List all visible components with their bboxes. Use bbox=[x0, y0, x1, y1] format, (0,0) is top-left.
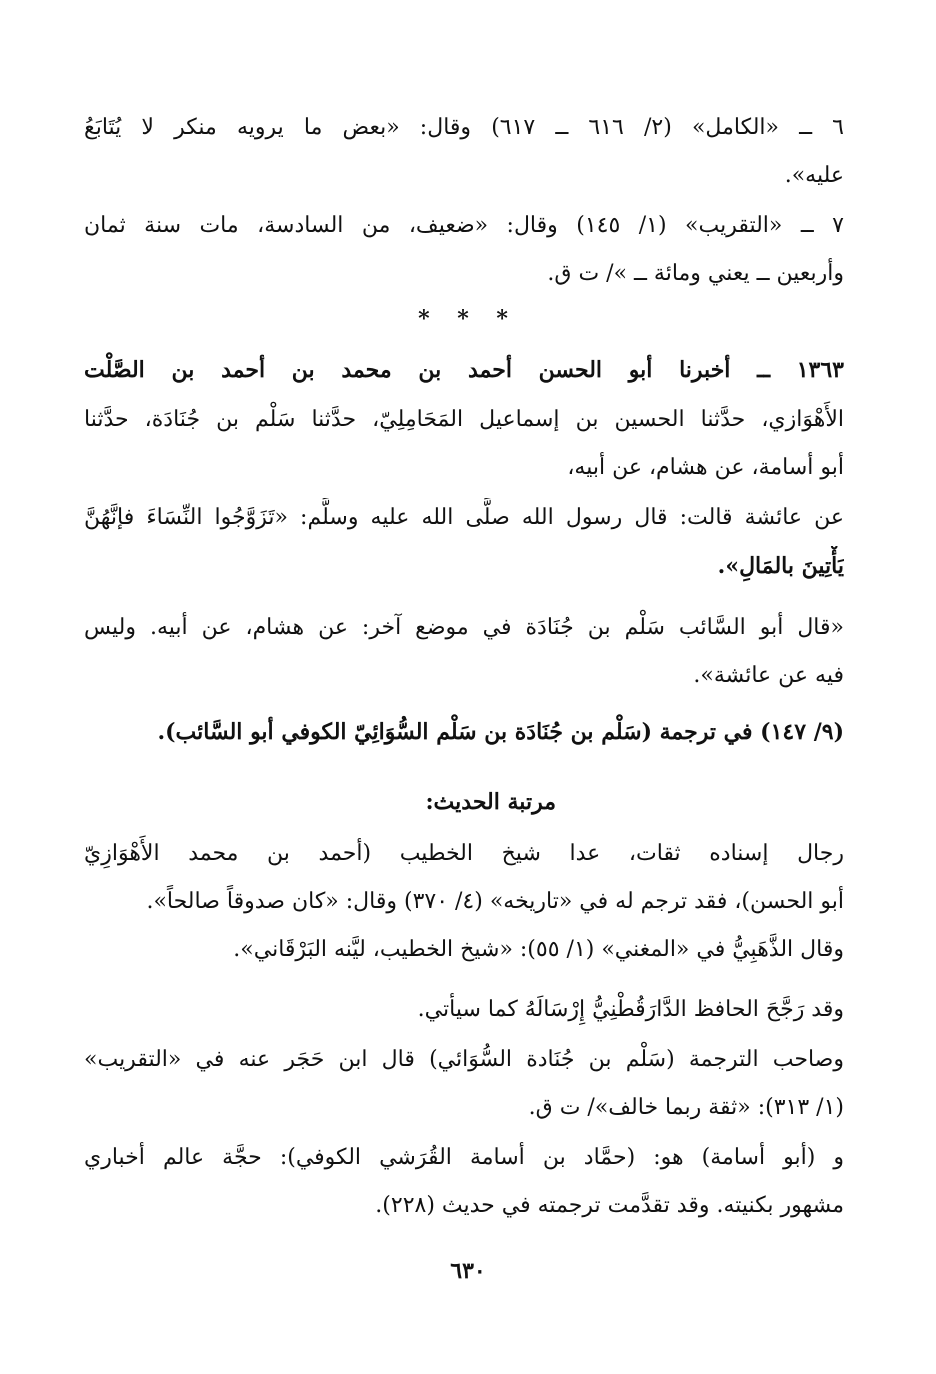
ruling-line-3: وقال الذَّهَبِيُّ في «المغني» (١/ ٥٥): «شيخ الخطيب، ليَّنه البَرْقَاني». bbox=[233, 937, 844, 962]
ruling-line-7: و (أبو أسامة) هو: (حمَّاد بن أسامة القُرَشي الكوفي): حجَّة عالم أخباري bbox=[84, 1145, 844, 1170]
hadith-isnad-line-1: ١٣٦٣ ــ أخبرنا أبو الحسن أحمد بن محمد بن أحمد بن الصَّلْت bbox=[84, 357, 844, 383]
ruling-line-4: وقد رَجَّحَ الحافظ الدَّارَقُطْنِيُّ إِرْسَالَهُ كما سيأتي. bbox=[417, 997, 844, 1022]
ruling-heading: مرتبة الحديث: bbox=[425, 789, 556, 815]
footnote-7-line-1: ٧ ــ «التقريب» (١/ ١٤٥) وقال: «ضعيف، من السادسة، مات سنة ثمان bbox=[84, 213, 844, 238]
hadith-matn-line-2: يَأْتِينَ بالمَالِ». bbox=[717, 553, 844, 579]
hadith-matn-line-1: عن عائشة قالت: قال رسول الله صلَّى الله عليه وسلَّم: «تَزَوَّجُوا النِّسَاءَ فإنَّهُنَّ bbox=[84, 505, 844, 530]
ruling-line-6: (١/ ٣١٣): «ثقة ربما خالف»/ ت ق. bbox=[528, 1095, 844, 1120]
hadith-comment-line-2: فيه عن عائشة». bbox=[693, 663, 844, 688]
ruling-line-2: أبو الحسن)، فقد ترجم له في «تاريخه» (٤/ ٣٧٠) وقال: «كان صدوقاً صالحاً». bbox=[146, 889, 844, 914]
page-number: ٦٣٠ bbox=[450, 1258, 486, 1284]
hadith-reference: (٩/ ١٤٧) في ترجمة (سَلْم بن جُنَادَة بن سَلْم السُّوَائِيّ الكوفي أبو السَّائب). bbox=[157, 719, 844, 745]
ruling-line-5: وصاحب الترجمة (سَلْم بن جُنَادة السُّوَائي) قال ابن حَجَر عنه في «التقريب» bbox=[84, 1047, 844, 1072]
footnote-6-line-1: ٦ ــ «الكامل» (٢/ ٦١٦ ــ ٦١٧) وقال: «بعض ما يرويه منكر لا يُتَابَعُ bbox=[84, 115, 844, 140]
hadith-comment-line-1: «قال أبو السَّائب سَلْم بن جُنَادَة في موضع آخر: عن هشام، عن أبيه. وليس bbox=[84, 615, 844, 640]
footnote-6-line-2: عليه». bbox=[784, 163, 844, 188]
footnote-7-line-2: وأربعين ــ يعني ومائة ــ »/ ت ق. bbox=[547, 261, 844, 286]
ruling-line-1: رجال إسناده ثقات، عدا شيخ الخطيب (أحمد بن محمد الأَهْوَازِيّ bbox=[84, 841, 844, 866]
hadith-isnad-line-3: أبو أسامة، عن هشام، عن أبيه، bbox=[567, 455, 844, 480]
hadith-isnad-line-2: الأَهْوَازي، حدَّثنا الحسين بن إسماعيل المَحَامِلِيّ، حدَّثنا سَلْم بن جُنَادَة، حدَّثنا bbox=[84, 407, 844, 432]
section-separator: * * * bbox=[418, 306, 518, 332]
ruling-line-8: مشهور بكنيته. وقد تقدَّمت ترجمته في حديث (٢٢٨). bbox=[375, 1193, 844, 1218]
